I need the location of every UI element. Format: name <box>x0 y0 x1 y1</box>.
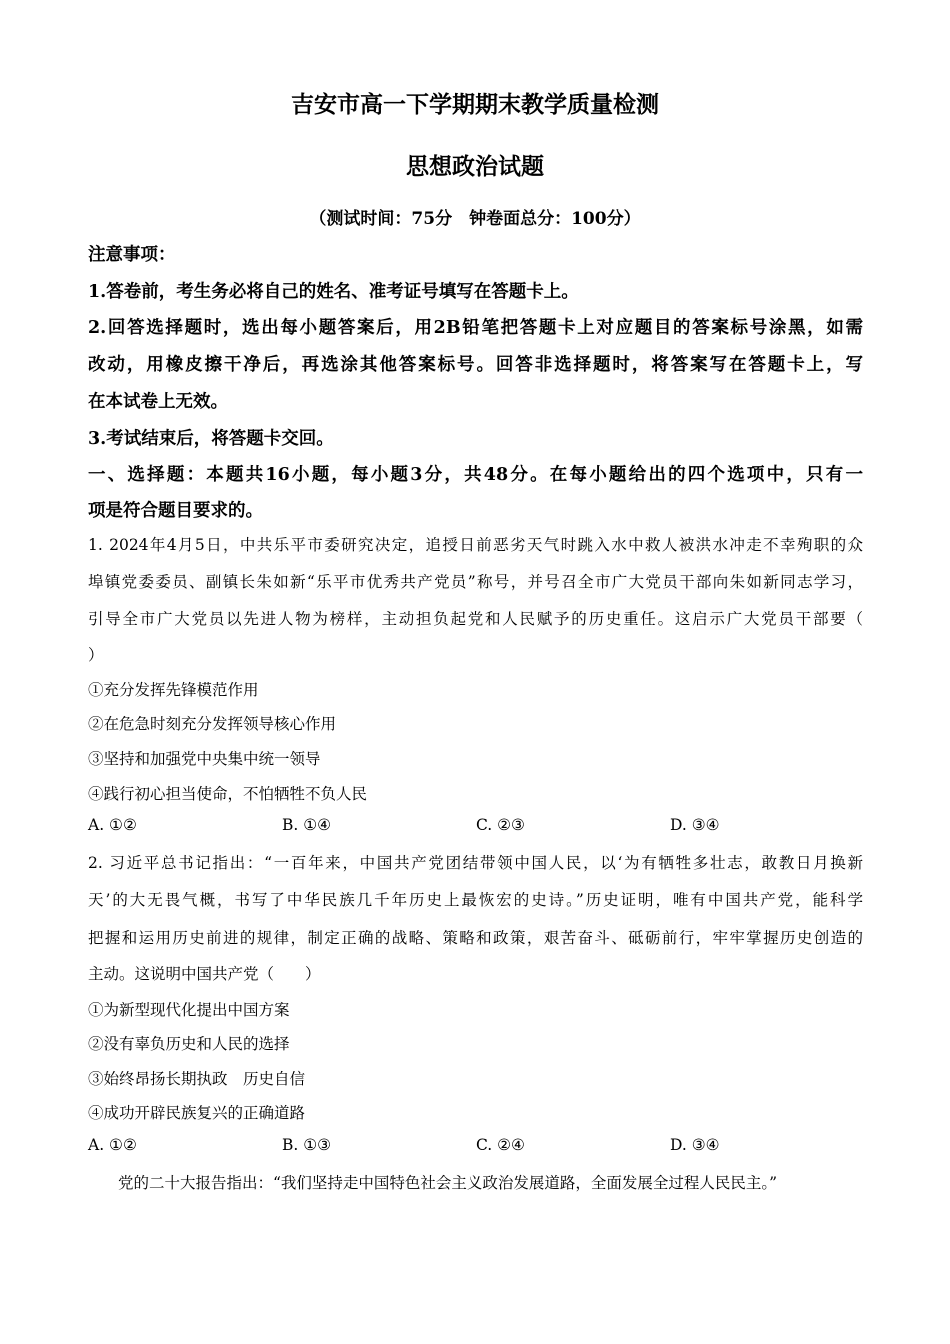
q1-stem-line-2: 埠镇党委委员、副镇长朱如新“乐平市优秀共产党员”称号，并号召全市广大党员干部向朱如新同志学习， <box>88 573 863 591</box>
q1-option-c: C. ②③ <box>476 816 525 834</box>
q1-statement-2: ②在危急时刻充分发挥领导核心作用 <box>88 715 337 733</box>
exam-title: 吉安市高一下学期期末教学质量检测 <box>291 91 659 118</box>
section-heading-line-1: 一、选择题：本题共16小题，每小题3分，共48分。在每小题给出的四个选项中，只有一 <box>88 465 863 485</box>
notice-heading: 注意事项： <box>88 245 176 265</box>
notice-item-2-line-2: 改动，用橡皮擦干净后，再选涂其他答案标号。回答非选择题时，将答案写在答题卡上，写 <box>88 355 863 375</box>
q1-option-a: A. ①② <box>88 816 137 834</box>
notice-item-2-line-1: 2.回答选择题时，选出每小题答案后，用2B铅笔把答题卡上对应题目的答案标号涂黑，如需 <box>88 318 863 338</box>
notice-item-1: 1.答卷前，考生务必将自己的姓名、准考证号填写在答题卡上。 <box>88 282 579 302</box>
q1-stem-line-3: 引导全市广大党员以先进人物为榜样，主动担负起党和人民赋予的历史重任。这启示广大党员干部要（ <box>88 610 863 628</box>
notice-item-2-line-3: 在本试卷上无效。 <box>88 392 228 412</box>
q2-option-c: C. ②④ <box>476 1136 525 1154</box>
q2-option-d: D. ③④ <box>670 1136 720 1154</box>
q1-option-b: B. ①④ <box>282 816 332 834</box>
q2-option-a: A. ①② <box>88 1136 137 1154</box>
q2-stem-line-2: 天’的大无畏气概，书写了中华民族几千年历史上最恢宏的史诗。”历史证明，唯有中国共产党，能科学 <box>88 891 863 909</box>
exam-meta: （测试时间：75分 钟卷面总分：100分） <box>309 209 641 229</box>
q2-option-b: B. ①③ <box>282 1136 332 1154</box>
section-heading-line-2: 项是符合题目要求的。 <box>88 501 263 521</box>
q2-stem-line-4: 主动。这说明中国共产党（ ） <box>88 965 321 983</box>
q1-statement-3: ③坚持和加强党中央集中统一领导 <box>88 750 321 768</box>
q2-statement-3: ③始终昂扬长期执政 历史自信 <box>88 1070 306 1088</box>
q2-statement-2: ②没有辜负历史和人民的选择 <box>88 1035 290 1053</box>
q2-statement-4: ④成功开辟民族复兴的正确道路 <box>88 1104 306 1122</box>
q1-stem-line-4: ） <box>88 646 104 664</box>
q2-stem-line-3: 把握和运用历史前进的规律，制定正确的战略、策略和政策，艰苦奋斗、砥砺前行，牢牢掌握历史创造的 <box>88 929 863 947</box>
exam-subtitle: 思想政治试题 <box>406 153 544 180</box>
q1-option-d: D. ③④ <box>670 816 720 834</box>
q1-statement-1: ①充分发挥先锋模范作用 <box>88 681 259 699</box>
q1-stem-line-1: 1. 2024年4月5日，中共乐平市委研究决定，追授日前恶劣天气时跳入水中救人被洪水冲走不幸殉职的众 <box>88 536 863 554</box>
q3-intro-line: 党的二十大报告指出：“我们坚持走中国特色社会主义政治发展道路，全面发展全过程人民民主。” <box>118 1174 778 1192</box>
notice-item-3: 3.考试结束后，将答题卡交回。 <box>88 429 334 449</box>
q1-statement-4: ④践行初心担当使命，不怕牺牲不负人民 <box>88 785 368 803</box>
q2-stem-line-1: 2. 习近平总书记指出：“一百年来，中国共产党团结带领中国人民，以‘为有牺牲多壮志，敢教日月换新 <box>88 854 863 872</box>
q2-statement-1: ①为新型现代化提出中国方案 <box>88 1001 290 1019</box>
